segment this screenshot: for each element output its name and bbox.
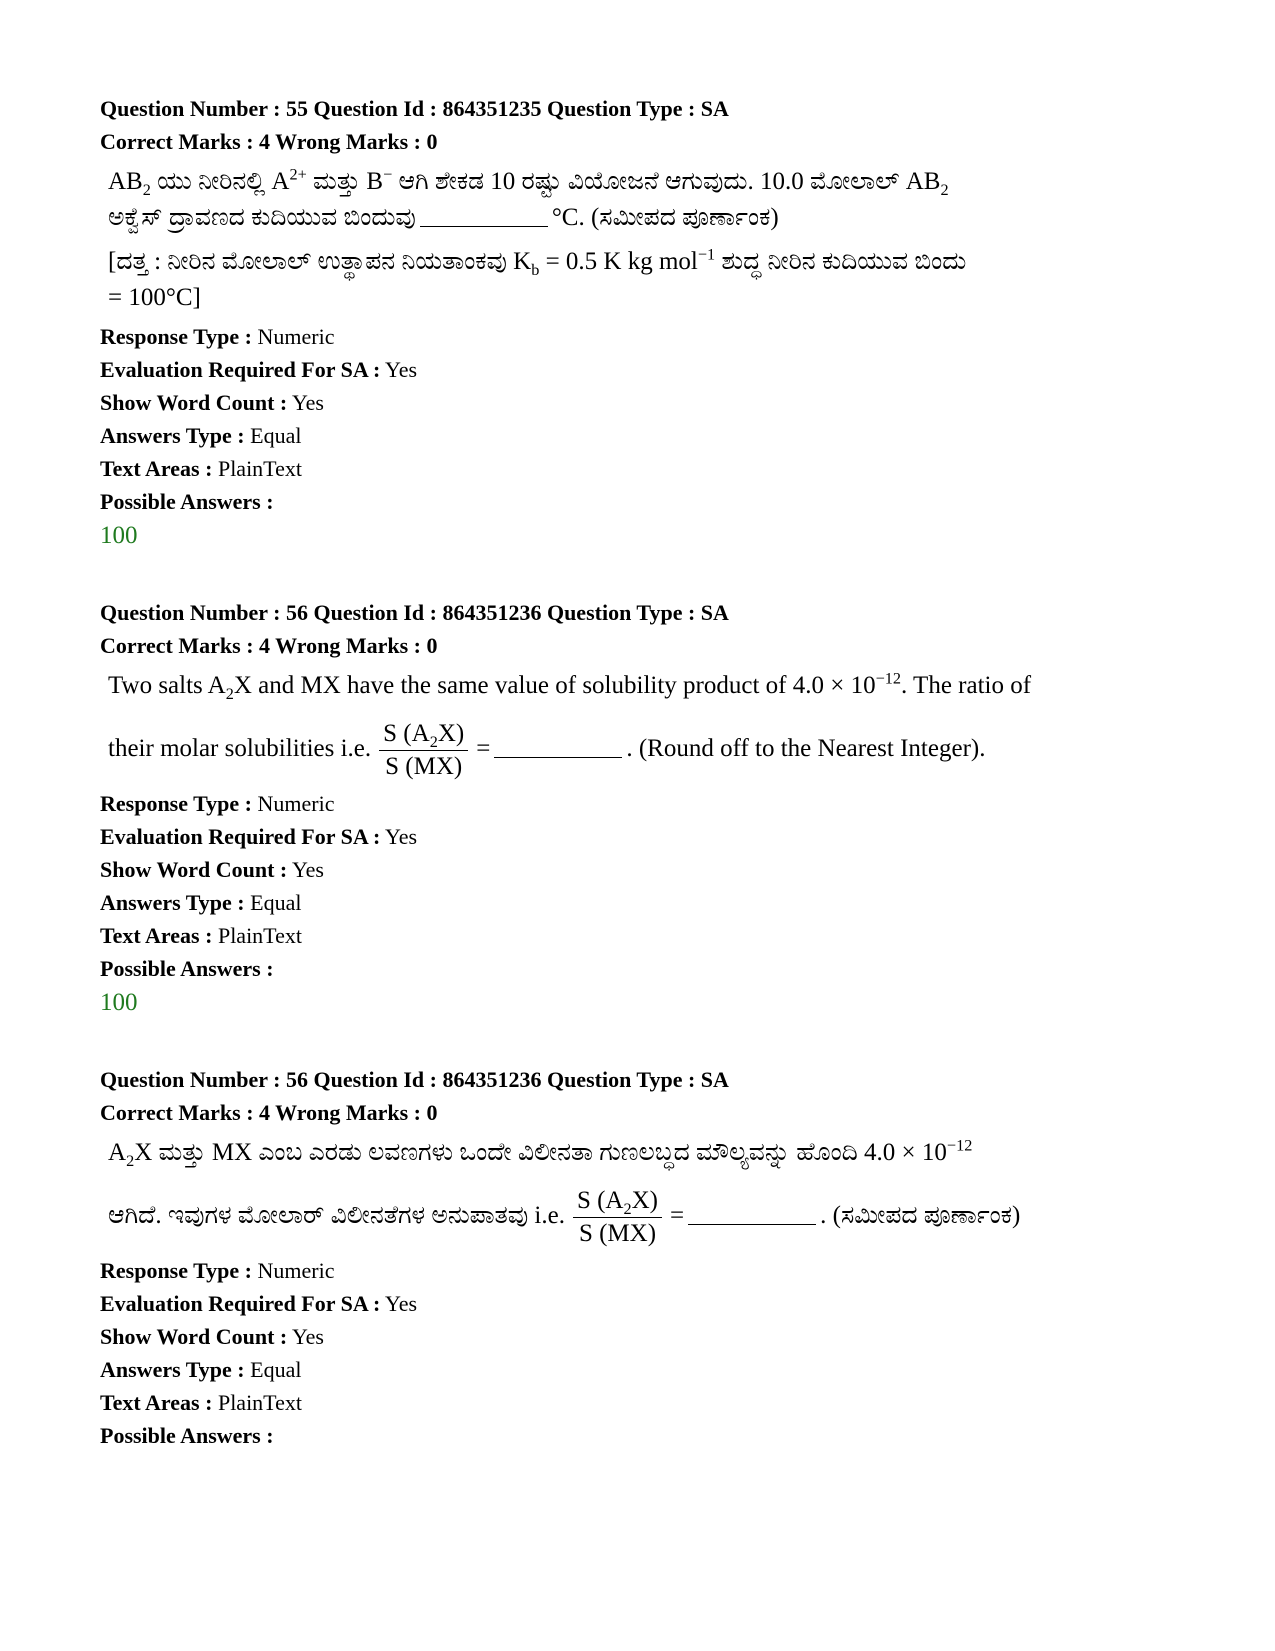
question-header: Question Number : 55 Question Id : 864351235 Question Type : SA <box>100 96 729 121</box>
show-word-count: Show Word Count : Yes <box>100 1324 324 1349</box>
question-marks: Correct Marks : 4 Wrong Marks : 0 <box>100 129 438 154</box>
question-block <box>100 1063 1200 1452</box>
show-word-count: Show Word Count : Yes <box>100 390 324 415</box>
question-marks: Correct Marks : 4 Wrong Marks : 0 <box>100 633 438 658</box>
answers-type: Answers Type : Equal <box>100 423 302 448</box>
answers-type: Answers Type : Equal <box>100 1357 302 1382</box>
question-header: Question Number : 56 Question Id : 864351236 Question Type : SA <box>100 600 729 625</box>
fraction: $\frac{S (A_2X)}{S (MX)}$ <box>573 1185 662 1250</box>
answers-type: Answers Type : Equal <box>100 890 302 915</box>
text-areas: Text Areas : PlainText <box>100 923 302 948</box>
question-text: $AB_2$ ಯು ನೀರಿನಲ್ಲಿ $A^{2+}$ ಮತ್ತು B− ಆಗಿ ಶೇಕಡ 10 ರಷ್ಟು ವಿಯೋಜನೆ ಆಗುವುದು. 10.0 ಮೋಲಾಲ್ $AB_2$ ಅಕ್ವೆಸ್ ದ್ರಾವಣದ ಕುದಿಯುವ ಬಿಂದುವು °C. (ಸಮೀಪದ ಪೂರ್ಣಾಂಕ) [ದತ್ತ : ನೀರಿನ ಮೋಲಾಲ್ ಉತ್ಥಾಪನ ನಿಯತಾಂಕವು $K_b = 0.5$ K kg mol$^{-1}$ ಶುದ್ಧ ನೀರಿನ ಕುದಿಯುವ ಬಿಂದು = 100°C] <box>108 165 967 311</box>
evaluation-required: Evaluation Required For SA : Yes <box>100 824 418 849</box>
question-block <box>100 92 1200 554</box>
response-type: Response Type : Numeric <box>100 324 335 349</box>
question-text: $A_2X$ ಮತ್ತು MX ಎಂಬ ಎರಡು ಲವಣಗಳು ಒಂದೇ ವಿಲೀನತಾ ಗುಣಲಬ್ಧದ ಮೌಲ್ಯವನ್ನು ಹೊಂದಿ $4.0 \times 10^{-12}$ ಆಗಿದೆ. ಇವುಗಳ ಮೋಲಾರ್ ವಿಲೀನತೆಗಳ ಅನುಪಾತವು i.e. $\frac{S (A_2X)}{S (MX)}$ = . (ಸಮೀಪದ ಪೂರ್ಣಾಂಕ) <box>100 1135 1188 1250</box>
question-marks: Correct Marks : 4 Wrong Marks : 0 <box>100 1100 438 1125</box>
question-block <box>100 596 1200 1021</box>
fraction: $\frac{S (A_2X)}{S (MX)}$ <box>379 718 468 783</box>
possible-answers-label: Possible Answers : <box>100 489 274 514</box>
possible-answers-label: Possible Answers : <box>100 1423 274 1448</box>
text-areas: Text Areas : PlainText <box>100 456 302 481</box>
answer-blank <box>688 1224 816 1225</box>
evaluation-required: Evaluation Required For SA : Yes <box>100 1291 418 1316</box>
question-text: Two salts $A_2X$ and MX have the same value of solubility product of $4.0 \times 10^{-12}$. The ratio of their molar solubilities i.e. $\frac{S (A_2X)}{S (MX)}$ = . (Round off to the Nearest Integer). <box>100 668 1188 783</box>
response-type: Response Type : Numeric <box>100 791 335 816</box>
show-word-count: Show Word Count : Yes <box>100 857 324 882</box>
question-header: Question Number : 56 Question Id : 864351236 Question Type : SA <box>100 1067 729 1092</box>
response-type: Response Type : Numeric <box>100 1258 335 1283</box>
text-areas: Text Areas : PlainText <box>100 1390 302 1415</box>
answer-blank <box>420 226 548 227</box>
document-page <box>100 92 1200 1494</box>
answer-blank <box>494 757 622 758</box>
evaluation-required: Evaluation Required For SA : Yes <box>100 357 418 382</box>
possible-answers-label: Possible Answers : <box>100 956 274 981</box>
possible-answer-value: 100 <box>100 989 138 1016</box>
possible-answer-value: 100 <box>100 522 138 549</box>
